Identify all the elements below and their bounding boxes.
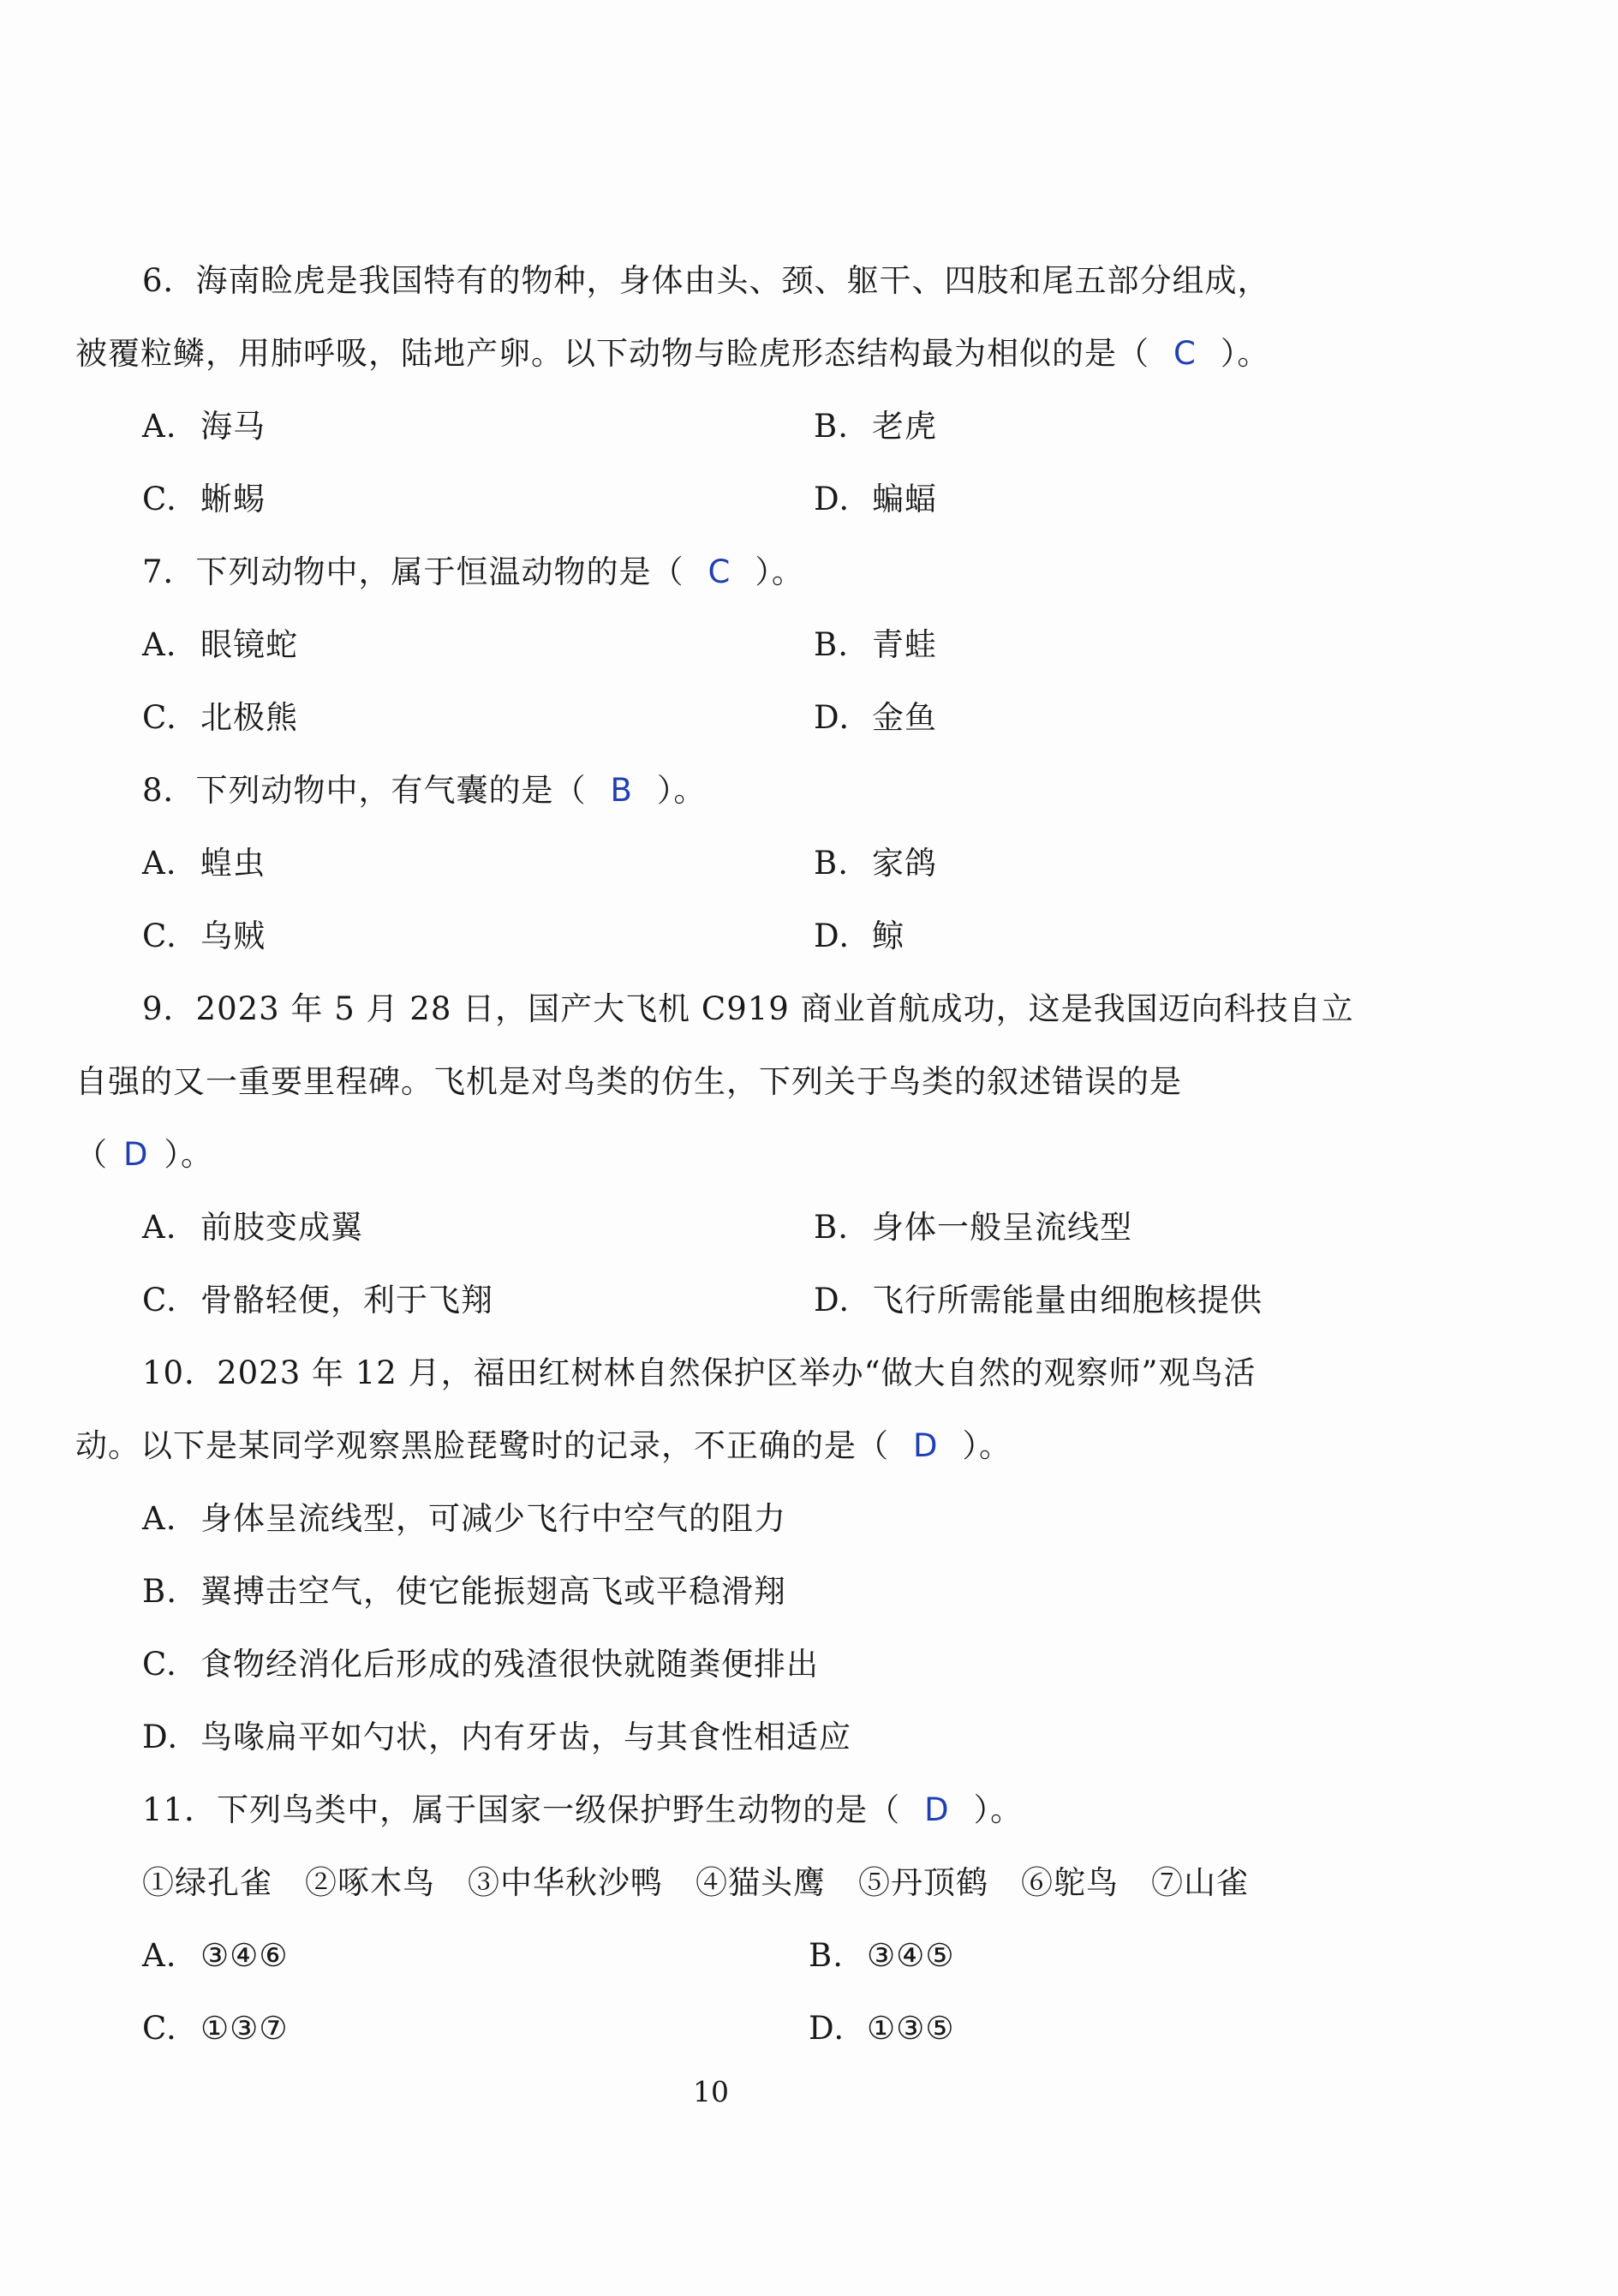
- option-label: D.: [814, 918, 851, 954]
- q11-bird-list: ①绿孔雀 ②啄木鸟 ③中华秋沙鸭 ④猫头鹰 ⑤丹顶鹤 ⑥鸵鸟 ⑦山雀: [142, 1864, 1249, 1901]
- q8-option-d: [814, 915, 905, 958]
- option-text: 家鸽: [872, 845, 937, 882]
- option-label: D.: [814, 481, 851, 517]
- q11-answer: D: [924, 1791, 950, 1828]
- option-text: 乌贼: [200, 918, 266, 954]
- q6-stem-close: ）。: [1220, 335, 1270, 372]
- option-text: 鲸: [872, 918, 905, 954]
- option-text: ①③⑤: [867, 2010, 955, 2047]
- q6-option-d: [814, 478, 937, 521]
- option-text: 北极熊: [200, 699, 298, 736]
- option-label: D.: [142, 1719, 179, 1755]
- option-label: C.: [142, 699, 177, 736]
- q8-answer: B: [610, 772, 633, 809]
- option-text: 蝗虫: [200, 845, 266, 882]
- q10-option-d: [142, 1716, 851, 1759]
- q11-option-d: [809, 2007, 955, 2050]
- option-text: 食物经消化后形成的残渣很快就随粪便排出: [200, 1646, 819, 1683]
- page-number: 10: [693, 2075, 729, 2108]
- q10-option-b: [142, 1570, 786, 1613]
- option-label: B.: [809, 1937, 844, 1974]
- q8-option-a: [142, 842, 266, 885]
- q9-stem-line2: 自强的又一重要里程碑。飞机是对鸟类的仿生，下列关于鸟类的叙述错误的是: [75, 1063, 1182, 1100]
- q9-option-a: [142, 1206, 363, 1249]
- q11-option-a: [142, 1934, 289, 1977]
- option-label: A.: [142, 845, 177, 882]
- q10-stem-line2: [75, 1425, 1012, 1468]
- q9-answer: D: [123, 1136, 149, 1173]
- q10-option-a: [142, 1498, 786, 1540]
- option-label: A.: [142, 1500, 177, 1537]
- option-label: D.: [814, 1282, 851, 1318]
- option-text: 前肢变成翼: [200, 1209, 363, 1246]
- option-label: B.: [814, 626, 849, 663]
- option-label: B.: [814, 408, 849, 445]
- q8-option-b: [814, 842, 937, 885]
- option-text: 飞行所需能量由细胞核提供: [872, 1282, 1263, 1318]
- q6-option-a: [142, 405, 266, 448]
- q7-stem-text: 7．下列动物中，属于恒温动物的是（: [142, 553, 684, 590]
- option-label: C.: [142, 1646, 177, 1683]
- option-text: 骨骼轻便，利于飞翔: [200, 1282, 493, 1318]
- option-text: 身体一般呈流线型: [872, 1209, 1132, 1246]
- option-text: 蝙蝠: [872, 481, 937, 517]
- option-label: C.: [142, 481, 177, 517]
- q6-option-b: [814, 405, 937, 448]
- option-label: A.: [142, 626, 177, 663]
- q8-stem-text: 8．下列动物中，有气囊的是（: [142, 772, 587, 809]
- q9-stem-line3: [75, 1133, 213, 1176]
- option-label: B.: [142, 1573, 177, 1610]
- option-label: C.: [142, 2010, 177, 2047]
- option-text: 鸟喙扁平如勺状，内有牙齿，与其食性相适应: [200, 1719, 851, 1755]
- option-label: C.: [142, 1282, 177, 1318]
- q11-stem: [142, 1789, 1023, 1832]
- q10-stem-close: ）。: [962, 1427, 1012, 1464]
- q9-stem-open: （: [75, 1136, 108, 1173]
- q6-stem-line1: 6．海南睑虎是我国特有的物种，身体由头、颈、躯干、四肢和尾五部分组成，: [142, 262, 1270, 299]
- q10-option-c: [142, 1643, 819, 1686]
- q9-option-d: [814, 1279, 1263, 1322]
- option-text: ①③⑦: [200, 2010, 289, 2047]
- q8-stem: [142, 769, 706, 812]
- q7-stem: [142, 551, 804, 594]
- q8-option-c: [142, 915, 266, 958]
- option-text: ③④⑥: [200, 1937, 289, 1974]
- q9-stem-line1: 9．2023 年 5 月 28 日，国产大飞机 C919 商业首航成功，这是我国迈向科技自立: [142, 990, 1354, 1027]
- q7-option-b: [814, 624, 937, 667]
- q7-answer: C: [708, 553, 731, 590]
- option-label: A.: [142, 1937, 177, 1974]
- option-text: 海马: [200, 408, 266, 445]
- option-text: 眼镜蛇: [200, 626, 298, 663]
- q11-option-c: [142, 2007, 289, 2050]
- option-label: C.: [142, 918, 177, 954]
- option-label: D.: [809, 2010, 845, 2047]
- q10-stem-line1: 10．2023 年 12 月，福田红树林自然保护区举办“做大自然的观察师”观鸟活: [142, 1354, 1257, 1391]
- option-text: 蜥蜴: [200, 481, 266, 517]
- option-text: 翼搏击空气，使它能振翅高飞或平稳滑翔: [200, 1573, 786, 1610]
- option-text: 青蛙: [872, 626, 937, 663]
- q7-stem-close: ）。: [755, 553, 804, 590]
- q11-option-b: [809, 1934, 955, 1977]
- q6-answer: C: [1173, 335, 1197, 372]
- q8-stem-close: ）。: [656, 772, 707, 809]
- option-label: B.: [814, 845, 849, 882]
- option-text: 老虎: [872, 408, 937, 445]
- q11-stem-text: 11．下列鸟类中，属于国家一级保护野生动物的是（: [142, 1791, 901, 1828]
- option-label: D.: [814, 699, 851, 736]
- option-text: 身体呈流线型，可减少飞行中空气的阻力: [200, 1500, 786, 1537]
- q6-stem-line2: [75, 332, 1269, 375]
- q7-option-c: [142, 697, 298, 739]
- option-label: A.: [142, 408, 177, 445]
- option-label: B.: [814, 1209, 849, 1246]
- q10-answer: D: [913, 1427, 939, 1464]
- q11-stem-close: ）。: [973, 1791, 1024, 1828]
- q9-option-b: [814, 1206, 1132, 1249]
- q9-option-c: [142, 1279, 493, 1322]
- q9-stem-close: ）。: [164, 1136, 213, 1173]
- q10-stem-text: 动。以下是某同学观察黑脸琵鹭时的记录，不正确的是（: [75, 1427, 889, 1464]
- option-label: A.: [142, 1209, 177, 1246]
- q6-option-c: [142, 478, 266, 521]
- q7-option-a: [142, 624, 298, 667]
- option-text: ③④⑤: [867, 1937, 955, 1974]
- q6-stem-text: 被覆粒鳞，用肺呼吸，陆地产卵。以下动物与睑虎形态结构最为相似的是（: [75, 335, 1149, 372]
- q7-option-d: [814, 697, 937, 739]
- option-text: 金鱼: [872, 699, 937, 736]
